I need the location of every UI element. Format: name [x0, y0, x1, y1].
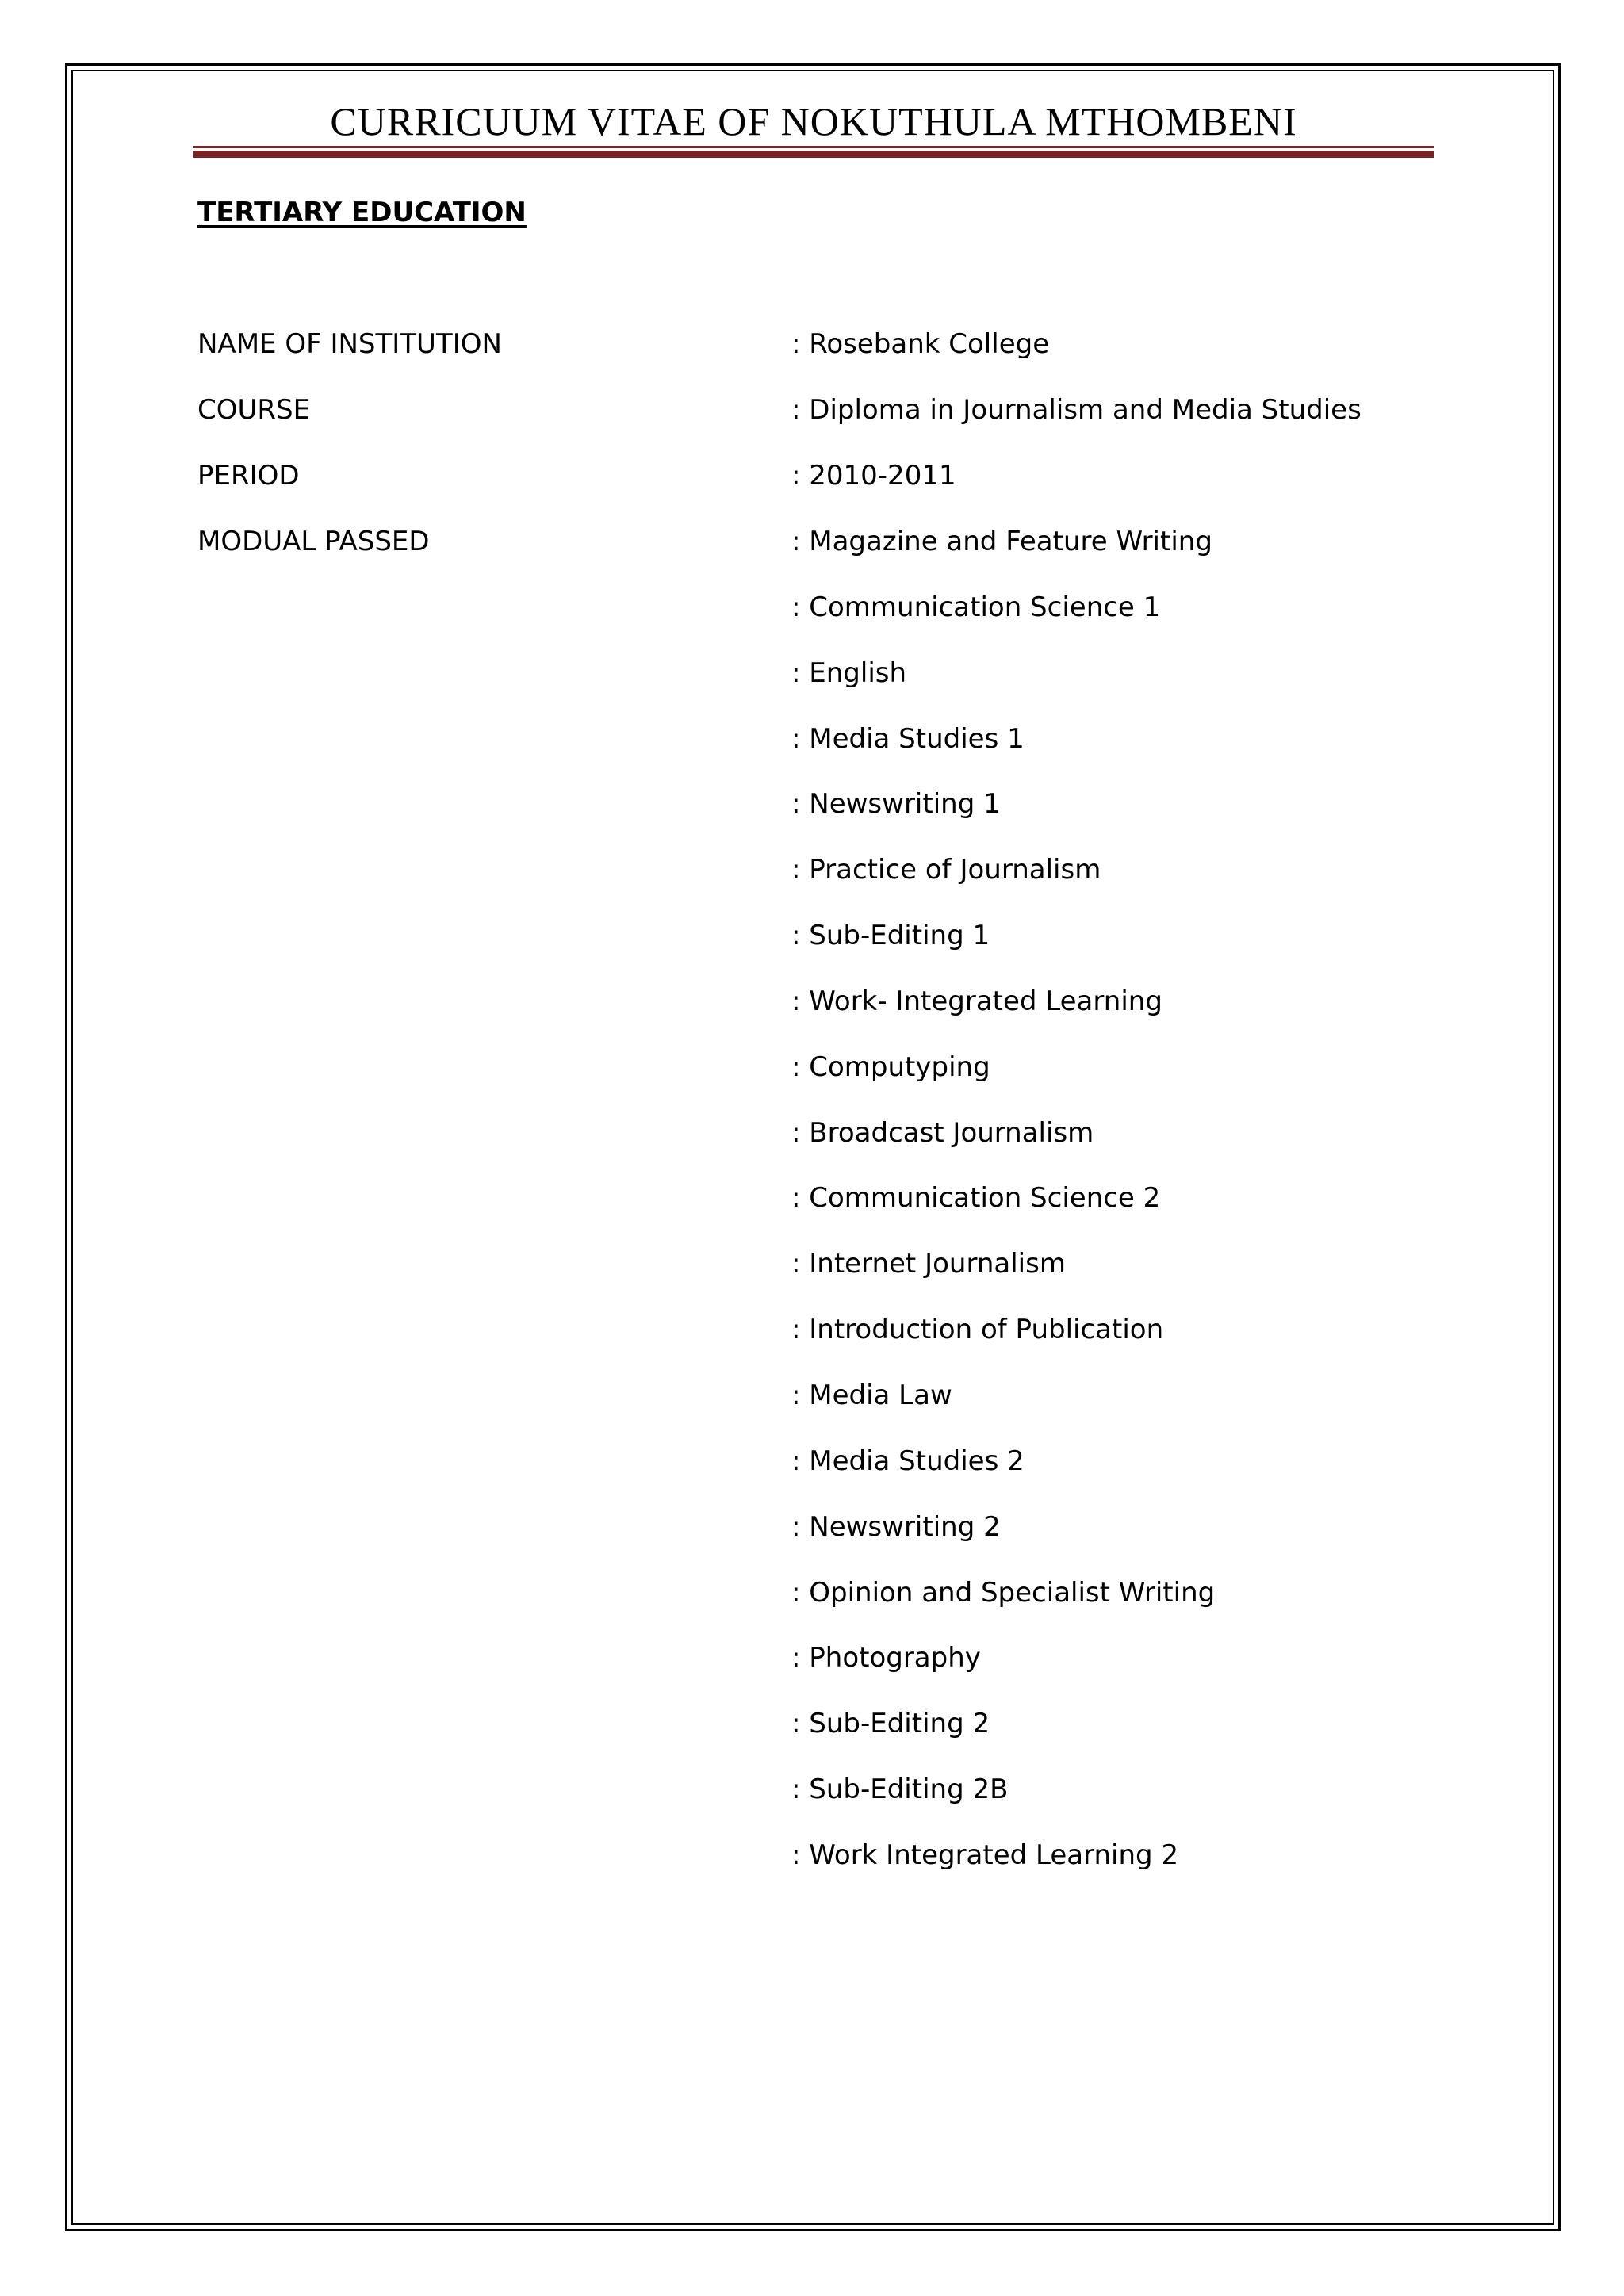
- title-rule-thin: [193, 146, 1434, 148]
- module-item: : English: [791, 656, 907, 689]
- module-item: : Photography: [791, 1642, 981, 1674]
- module-item: : Computyping: [791, 1050, 990, 1083]
- module-item: : Internet Journalism: [791, 1248, 1066, 1280]
- module-item: : Communication Science 2: [791, 1182, 1161, 1215]
- module-item: : Communication Science 1: [791, 591, 1161, 623]
- page-title: CURRICUUM VITAE OF NOKUTHULA MTHOMBENI: [330, 99, 1297, 144]
- course-value: : Diploma in Journalism and Media Studies: [791, 394, 1362, 426]
- institution-label: NAME OF INSTITUTION: [197, 328, 502, 360]
- course-label: COURSE: [197, 394, 311, 426]
- module-item: : Broadcast Journalism: [791, 1116, 1094, 1149]
- institution-value: : Rosebank College: [791, 328, 1050, 360]
- module-item: : Work Integrated Learning 2: [791, 1839, 1179, 1871]
- module-item: : Media Studies 1: [791, 722, 1025, 755]
- module-item: : Sub-Editing 2B: [791, 1774, 1009, 1806]
- title-rule-thick: [193, 151, 1434, 158]
- module-item: : Introduction of Publication: [791, 1314, 1164, 1346]
- module-item: : Media Law: [791, 1379, 952, 1411]
- period-label: PERIOD: [197, 460, 300, 492]
- module-list: [791, 522, 1215, 1902]
- course-row: [197, 391, 1466, 429]
- period-row: [197, 457, 1466, 495]
- module-item: : Sub-Editing 2: [791, 1708, 990, 1740]
- module-item: : Practice of Journalism: [791, 854, 1101, 886]
- module-item: : Work- Integrated Learning: [791, 985, 1162, 1017]
- module-item: : Sub-Editing 1: [791, 920, 990, 952]
- institution-row: [197, 325, 1466, 363]
- period-value: : 2010-2011: [791, 460, 956, 492]
- module-item: : Opinion and Specialist Writing: [791, 1576, 1216, 1609]
- section-heading: TERTIARY EDUCATION: [197, 197, 527, 228]
- module-item: : Newswriting 1: [791, 788, 1001, 821]
- modules-label: MODUAL PASSED: [197, 526, 430, 557]
- module-item: : Newswriting 2: [791, 1510, 1001, 1543]
- module-item: : Magazine and Feature Writing: [791, 526, 1212, 557]
- module-item: : Media Studies 2: [791, 1445, 1025, 1477]
